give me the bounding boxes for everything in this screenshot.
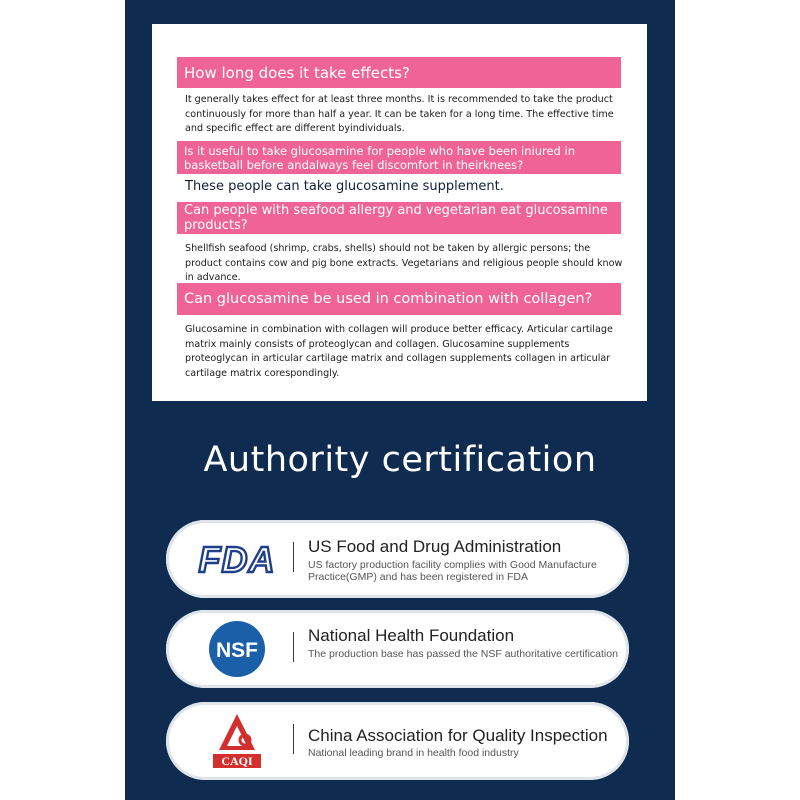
faq-question-1: How long does it take effects? xyxy=(177,57,621,88)
nsf-logo-icon xyxy=(192,622,282,676)
fda-logo-icon xyxy=(192,532,282,586)
faq-answer-2: These people can take glucosamine supplement. xyxy=(185,179,504,194)
cert-desc-fda: US factory production facility complies with Good Manufacture Practice(GMP) and has been registered in FDA xyxy=(308,559,597,583)
faq-answer-1: It generally takes effect for at least three months. It is recommended to take the product continuously for more than half a year. It can be taken for a long time. The effective time and specific effect are different byindividuals. xyxy=(185,94,614,135)
faq-question-2: Is it useful to take glucosamine for people who have been iniured in basketball before andalways feel discomfort in theirknees? xyxy=(177,141,621,174)
divider xyxy=(293,632,294,662)
cert-title-nsf: National Health Foundation xyxy=(308,626,515,645)
faq-question-3: Can people with seafood allergy and vegetarian eat glucosamine products? xyxy=(177,202,621,234)
caqi-logo-icon xyxy=(192,714,282,768)
divider xyxy=(293,542,294,572)
cert-desc-nsf: The production base has passed the NSF authoritative certification xyxy=(308,648,618,660)
cert-card-caqi xyxy=(166,702,629,780)
fda-logo-text: FDA xyxy=(198,539,276,579)
nsf-logo-text: NSF xyxy=(216,639,258,662)
faq-answer-3: Shellfish seafood (shrimp, crabs, shells) should not be taken by allergic persons; the product contains cow and pig bone extracts. Vegetarians and religious people should know in advance. xyxy=(185,243,623,284)
section-title: Authority certification xyxy=(203,440,597,480)
cert-card-fda xyxy=(166,520,629,598)
cert-card-nsf xyxy=(166,610,629,688)
cert-title-fda: US Food and Drug Administration xyxy=(308,537,562,556)
faq-answer-4: Glucosamine in combination with collagen will produce better efficacy. Articular cartilage matrix mainly consists of proteoglycan and collagen. Glucosamine supplements proteoglycan in articular cartilage matrix and collagen supplements collagen in articular cartilage matrix corespondingly. xyxy=(185,324,613,379)
faq-question-4: Can glucosamine be used in combination with collagen? xyxy=(177,283,621,315)
divider xyxy=(293,724,294,754)
cert-title-caqi: China Association for Quality Inspection xyxy=(308,726,608,745)
cert-desc-caqi: National leading brand in health food industry xyxy=(308,747,519,759)
caqi-logo-text: CAQI xyxy=(221,754,253,768)
